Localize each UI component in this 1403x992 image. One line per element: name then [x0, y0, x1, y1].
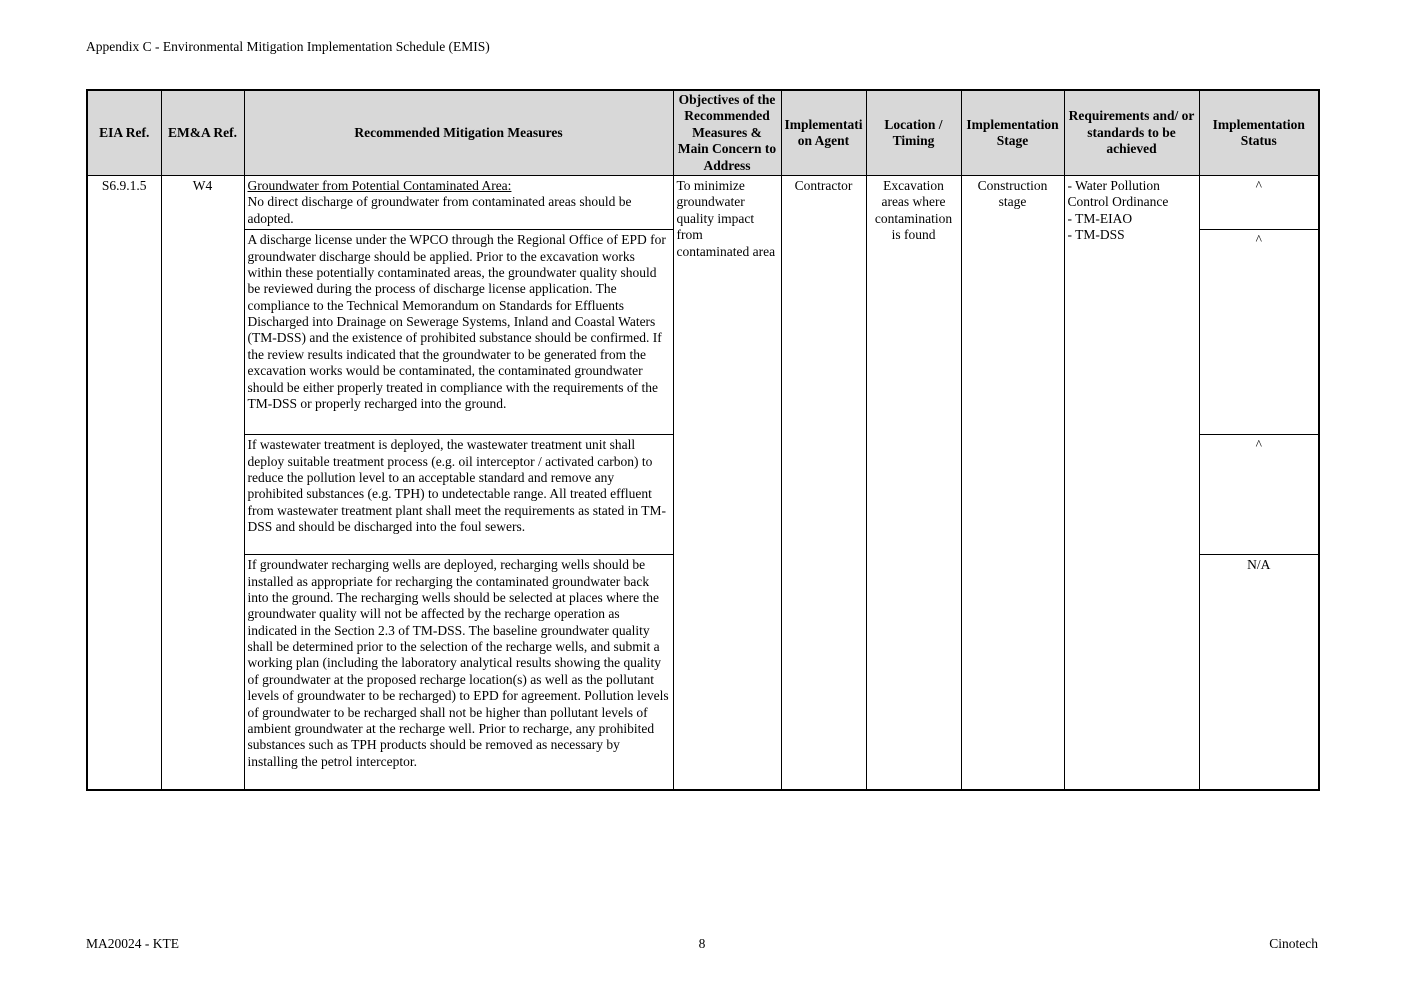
measure-1-heading: Groundwater from Potential Contaminated Area: — [247, 177, 512, 193]
table-header-row — [87, 90, 1319, 175]
document-title: Appendix C - Environmental Mitigation Implementation Schedule (EMIS) — [86, 39, 490, 54]
cell-implementation-stage: Construction stage — [961, 175, 1064, 789]
footer-doc-ref: MA20024 - KTE — [86, 936, 179, 951]
cell-status-1: ^ — [1199, 175, 1319, 229]
cell-implementation-agent: Contractor — [781, 175, 866, 789]
requirement-item-3: - TM-DSS — [1067, 227, 1125, 243]
footer-company: Cinotech — [1269, 936, 1319, 951]
col-header-objectives: Objectives of the Recommended Measures & Main Concern to Address — [673, 90, 781, 175]
requirement-item-1: - Water Pollution Control Ordinance — [1067, 177, 1169, 210]
col-header-ema-ref: EM&A Ref. — [161, 90, 244, 175]
cell-measure-3: If wastewater treatment is deployed, the wastewater treatment unit shall deploy suitable treatment process (e.g. oil interceptor / activated carbon) to reduce the pollution level to an acceptable standard and remove any prohibited substances (e.g. TPH) to undetectable range. All treated effluent from wastewater treatment plant shall meet the requirements as stated in TM-DSS and should be discharged into the foul sewers. — [244, 435, 673, 555]
measure-1-text: No direct discharge of groundwater from contaminated areas should be adopted. — [247, 194, 632, 226]
col-header-implementation-status: Implementation Status — [1199, 90, 1319, 175]
col-header-requirements: Requirements and/ or standards to be achieved — [1064, 90, 1199, 175]
footer-page-number: 8 — [698, 936, 706, 951]
cell-objectives: To minimize groundwater quality impact from contaminated area — [673, 175, 781, 789]
cell-requirements — [1064, 175, 1199, 789]
cell-status-2: ^ — [1199, 230, 1319, 435]
requirement-item-2: - TM-EIAO — [1067, 210, 1133, 226]
cell-measure-1 — [244, 175, 673, 229]
cell-measure-4: If groundwater recharging wells are deployed, recharging wells should be installed as appropriate for recharging the contaminated groundwater back into the ground. The recharging wells should be selected at places where the groundwater quality will not be affected by the recharge operation as indicated in the Section 2.3 of TM-DSS. The baseline groundwater quality shall be determined prior to the selection of the recharge wells, and submit a working plan (including the laboratory analytical results showing the quality of groundwater at the proposed recharge location(s) as well as the pollutant levels of groundwater to be recharged) to EPD for agreement. Pollution levels of groundwater to be recharged shall not be higher than pollutant levels of ambient groundwater at the recharge well. Prior to recharge, any prohibited substances such as TPH products should be removed as necessary by installing the petrol interceptor. — [244, 555, 673, 790]
col-header-location-timing: Location / Timing — [866, 90, 961, 175]
emis-table — [86, 89, 1320, 791]
cell-location-timing: Excavation areas where contamination is found — [866, 175, 961, 789]
cell-status-3: ^ — [1199, 435, 1319, 555]
col-header-implementation-agent: Implementation Agent — [781, 90, 866, 175]
cell-measure-2: A discharge license under the WPCO through the Regional Office of EPD for groundwater discharge should be applied. Prior to the excavation works within these potentially contaminated areas, the groundwater quality should be reviewed during the process of discharge license application. The compliance to the Technical Memorandum on Standards for Effluents Discharged into Drainage on Sewerage Systems, Inland and Coastal Waters (TM-DSS) and the existence of prohibited substance should be confirmed. If the review results indicated that the groundwater to be generated from the excavation works would be contaminated, the contaminated groundwater should be either properly treated in compliance with the requirements of the TM-DSS or properly recharged into the ground. — [244, 230, 673, 435]
col-header-eia-ref: EIA Ref. — [87, 90, 161, 175]
cell-status-4: N/A — [1199, 555, 1319, 790]
cell-ema-ref: W4 — [161, 175, 244, 789]
table-row-1 — [87, 175, 1319, 229]
cell-eia-ref: S6.9.1.5 — [87, 175, 161, 789]
col-header-implementation-stage: Implementation Stage — [961, 90, 1064, 175]
page-footer — [86, 936, 1318, 952]
col-header-mitigation-measures: Recommended Mitigation Measures — [244, 90, 673, 175]
